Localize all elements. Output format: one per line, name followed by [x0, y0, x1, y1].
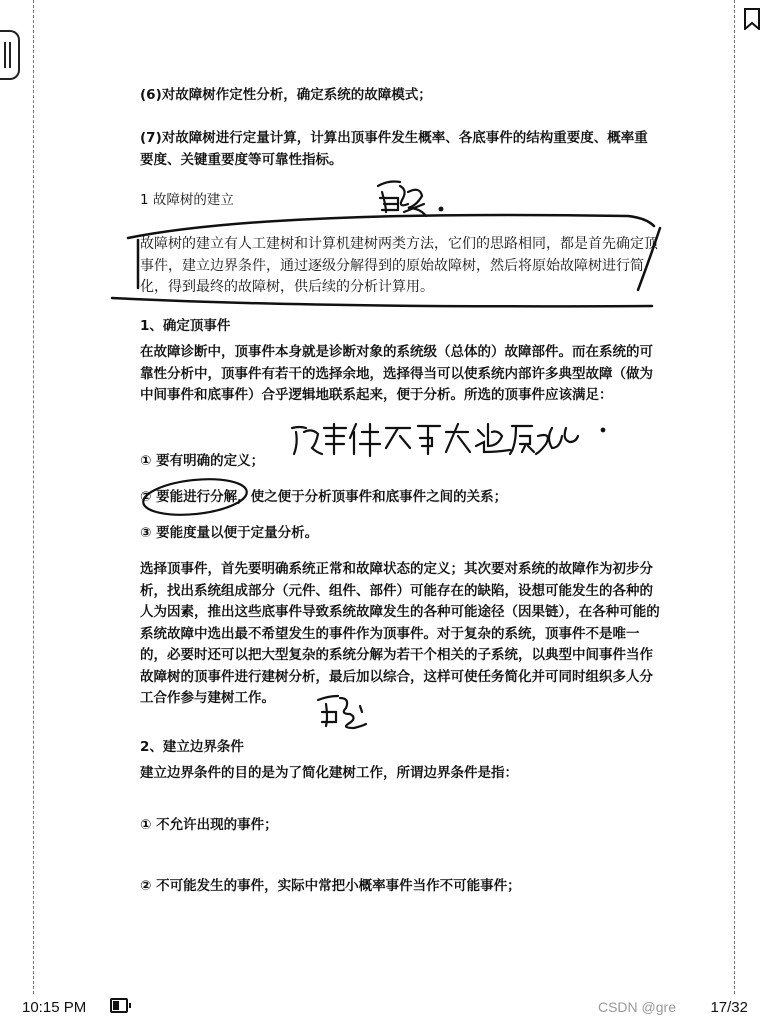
section-heading: 1 故障树的建立: [140, 192, 234, 208]
paragraph-7: (7)对故障树进行定量计算，计算出顶事件发生概率、各底事件的结构重要度、概率重要度、关键重要度等可靠性指标。: [140, 130, 648, 168]
requirement-2: ② 要能进行分解，使之便于分析顶事件和底事件之间的关系；: [140, 489, 508, 505]
top-event-paragraph: 在故障诊断中，顶事件本身就是诊断对象的系统级（总体的）故障部件。而在系统的可靠性分析中，顶事件有若干的选择余地，选择得当可以使系统内部许多典型故障（做为中间事件和底事件）合乎逻辑地联系起来，便于分析。所选的顶事件应该满足：: [140, 344, 653, 403]
bookmark-icon[interactable]: [744, 8, 760, 30]
selection-paragraph: 选择顶事件，首先要明确系统正常和故障状态的定义；其次要对系统的故障作为初步分析，找出系统组成部分（元件、组件、部件）可能存在的缺陷，设想可能发生的各种的人为因素，推出这些底事件导致系统故障发生的各种可能途径（因果链），在各种可能的系统故障中选出最不希望发生的事件作为顶事件。对于复杂的系统，顶事件不是唯一的，必要时还可以把大型复杂的系统分解为若干个相关的子系统，以典型中间事件当作故障树的顶事件进行建树分析，最后加以综合，这样可使任务简化并可同时组织多人分工合作参与建树工作。: [140, 561, 660, 706]
subheading-top-event: 1、确定顶事件: [140, 318, 231, 334]
page-indicator[interactable]: 17/32: [710, 999, 748, 1016]
boundary-item-2: ② 不可能发生的事件，实际中常把小概率事件当作不可能事件；: [140, 878, 521, 894]
requirement-3: ③ 要能度量以便于定量分析。: [140, 525, 319, 541]
paragraph-6: (6)对故障树作定性分析，确定系统的故障模式；: [140, 87, 432, 103]
clock: 10:15 PM: [22, 999, 87, 1016]
requirement-1: ① 要有明确的定义；: [140, 453, 265, 469]
right-margin-line: [734, 0, 735, 994]
subheading-boundary: 2、建立边界条件: [140, 739, 244, 755]
boundary-paragraph: 建立边界条件的目的是为了简化建树工作，所谓边界条件是指：: [140, 765, 518, 781]
battery-icon: [110, 998, 128, 1013]
left-margin-line: [33, 0, 34, 994]
intro-paragraph: 故障树的建立有人工建树和计算机建树两类方法，它们的思路相同，都是首先确定顶事件，建立边界条件，通过逐级分解得到的原始故障树，然后将原始故障树进行简化，得到最终的故障树，供后续的分析计算用。: [140, 236, 658, 295]
watermark: CSDN @gre: [597, 999, 676, 1015]
boundary-item-1: ① 不允许出现的事件；: [140, 817, 278, 833]
sidebar-handle[interactable]: [0, 30, 20, 80]
